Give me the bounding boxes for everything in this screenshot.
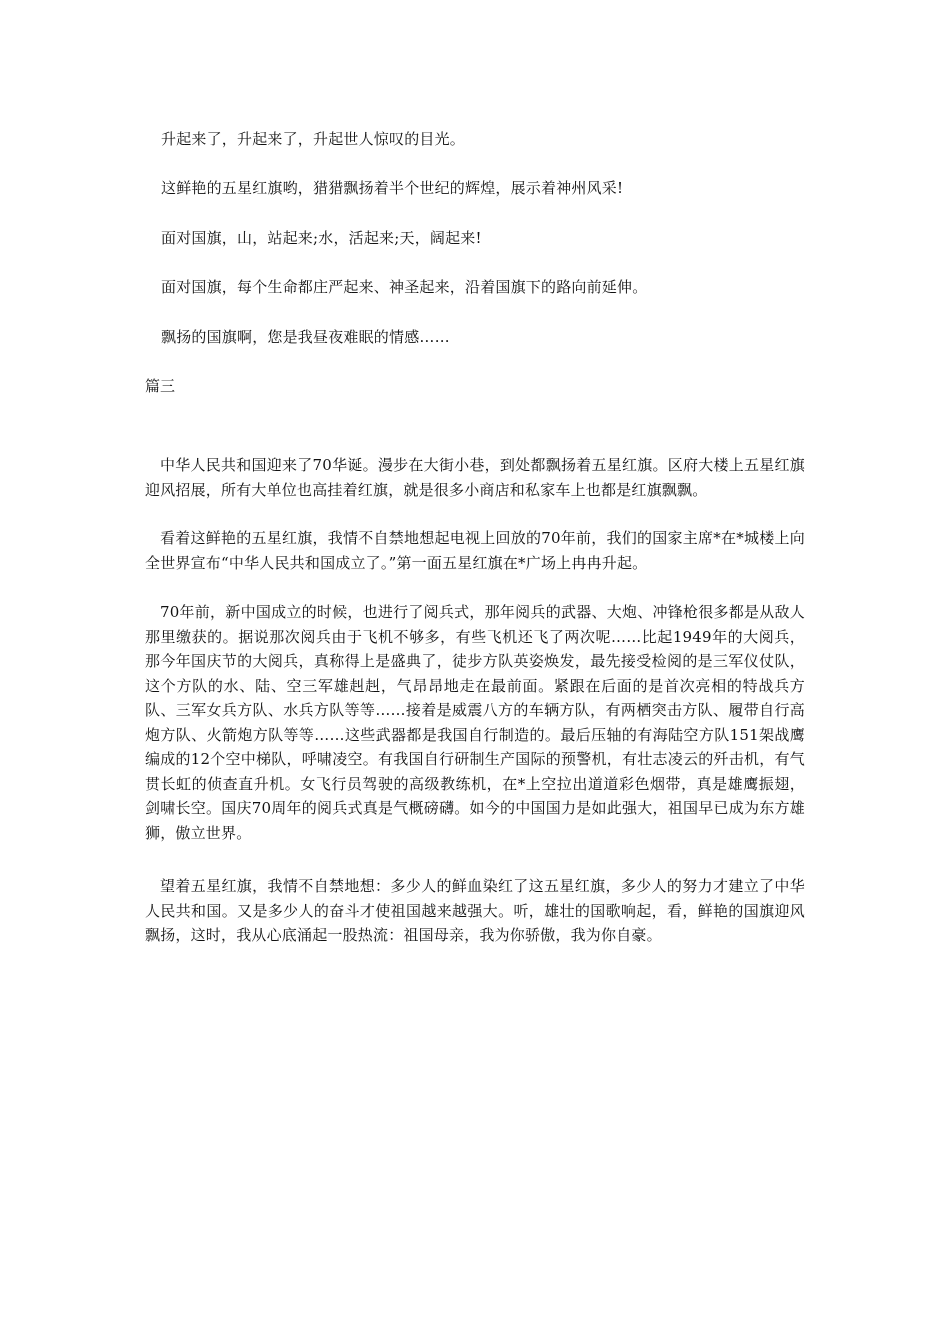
poem-line-3: 面对国旗，山，站起来;水，活起来;天，阔起来! [161,229,482,247]
poem-line-5: 飘扬的国旗啊，您是我昼夜难眠的情感…… [161,328,450,346]
paragraph-2: 看着这鲜艳的五星红旗，我情不自禁地想起电视上回放的70年前，我们的国家主席*在*城楼上向全世界宣布“中华人民共和国成立了。”第一面五星红旗在*广场上冉冉升起。 [145,529,805,572]
section-heading: 篇三 [145,377,176,395]
paragraph-3: 70年前，新中国成立的时候，也进行了阅兵式，那年阅兵的武器、大炮、冲锋枪很多都是从敌人那里缴获的。据说那次阅兵由于飞机不够多，有些飞机还飞了两次呢……比起1949年的大阅兵，那今年国庆节的大阅兵，真称得上是盛典了，徒步方队英姿焕发，最先接受检阅的是三军仪仗队，这个方队的水、陆、空三军雄赳赳，气昂昂地走在最前面。紧跟在后面的是首次亮相的特战兵方队、三军女兵方队、水兵方队等等……接着是威震八方的车辆方队，有两栖突击方队、履带自行高炮方队、火箭炮方队等等……这些武器都是我国自行制造的。最后压轴的有海陆空方队151架战鹰编成的12个空中梯队，呼啸凌空。有我国自行研制生产国际的预警机，有壮志凌云的歼击机，有气贯长虹的侦查直升机。女飞行员驾驶的高级教练机，在*上空拉出道道彩色烟带，真是雄鹰振翅，剑啸长空。国庆70周年的阅兵式真是气概磅礴。如今的中国国力是如此强大，祖国早已成为东方雄狮，傲立世界。 [145,603,805,842]
paragraph-1: 中华人民共和国迎来了70华诞。漫步在大街小巷，到处都飘扬着五星红旗。区府大楼上五星红旗迎风招展，所有大单位也高挂着红旗，就是很多小商店和私家车上也都是红旗飘飘。 [145,456,805,499]
poem-line-2: 这鲜艳的五星红旗哟，猎猎飘扬着半个世纪的辉煌，展示着神州风采! [161,179,624,197]
poem-line-1: 升起来了，升起来了，升起世人惊叹的目光。 [161,130,466,148]
paragraph-4: 望着五星红旗，我情不自禁地想：多少人的鲜血染红了这五星红旗，多少人的努力才建立了中华人民共和国。又是多少人的奋斗才使祖国越来越强大。听，雄壮的国歌响起，看，鲜艳的国旗迎风飘扬，这时，我从心底涌起一股热流：祖国母亲，我为你骄傲，我为你自豪。 [145,877,805,944]
poem-line-4: 面对国旗，每个生命都庄严起来、神圣起来，沿着国旗下的路向前延伸。 [161,278,648,296]
